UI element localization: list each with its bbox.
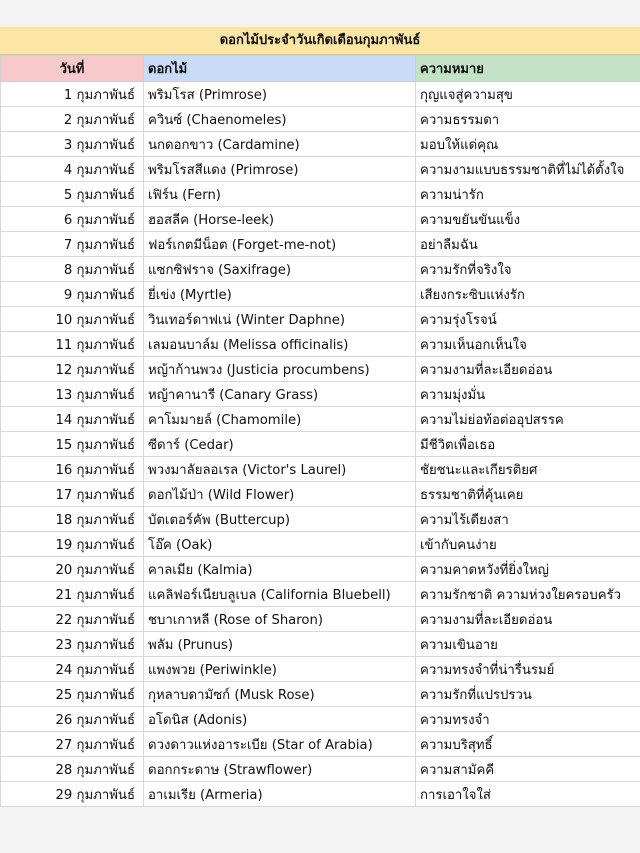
page-bottom-margin xyxy=(0,826,640,853)
table-row xyxy=(1,182,640,207)
meaning-cell: กุญแจสู่ความสุข xyxy=(416,82,640,107)
flower-cell: ควินซ์ (Chaenomeles) xyxy=(144,107,416,132)
flower-cell: พริมโรส (Primrose) xyxy=(144,82,416,107)
table-row xyxy=(1,457,640,482)
flower-cell: คาโมมายล์ (Chamomile) xyxy=(144,407,416,432)
meaning-cell: ความงามแบบธรรมชาติที่ไม่ได้ตั้งใจ xyxy=(416,157,640,182)
table-row xyxy=(1,682,640,707)
flower-cell: หญ้าคานารี (Canary Grass) xyxy=(144,382,416,407)
day-cell: 6 กุมภาพันธ์ xyxy=(1,207,144,232)
day-cell: 12 กุมภาพันธ์ xyxy=(1,357,144,382)
table-row xyxy=(1,782,640,807)
table-row xyxy=(1,607,640,632)
meaning-cell: มอบให้แด่คุณ xyxy=(416,132,640,157)
table-row xyxy=(1,657,640,682)
meaning-cell: ความรุ่งโรจน์ xyxy=(416,307,640,332)
flower-cell: กุหลาบดามัซก์ (Musk Rose) xyxy=(144,682,416,707)
flower-cell: ซีดาร์ (Cedar) xyxy=(144,432,416,457)
day-cell: 1 กุมภาพันธ์ xyxy=(1,82,144,107)
meaning-cell: ความรักที่จริงใจ xyxy=(416,257,640,282)
meaning-cell: ความไม่ย่อท้อต่ออุปสรรค xyxy=(416,407,640,432)
day-cell: 2 กุมภาพันธ์ xyxy=(1,107,144,132)
meaning-cell: เสียงกระซิบแห่งรัก xyxy=(416,282,640,307)
day-cell: 4 กุมภาพันธ์ xyxy=(1,157,144,182)
meaning-cell: ความบริสุทธิ์ xyxy=(416,732,640,757)
table-row xyxy=(1,732,640,757)
day-cell: 10 กุมภาพันธ์ xyxy=(1,307,144,332)
meaning-cell: ความมุ่งมั่น xyxy=(416,382,640,407)
flower-cell: แพงพวย (Periwinkle) xyxy=(144,657,416,682)
table-row xyxy=(1,507,640,532)
day-cell: 24 กุมภาพันธ์ xyxy=(1,657,144,682)
flower-cell: นกดอกขาว (Cardamine) xyxy=(144,132,416,157)
meaning-cell: ความคาดหวังที่ยิ่งใหญ่ xyxy=(416,557,640,582)
column-header-meaning: ความหมาย xyxy=(416,56,640,82)
day-cell: 27 กุมภาพันธ์ xyxy=(1,732,144,757)
table-row xyxy=(1,207,640,232)
flower-cell: ดอกไม้ป่า (Wild Flower) xyxy=(144,482,416,507)
meaning-cell: ความงามที่ละเอียดอ่อน xyxy=(416,357,640,382)
table-row xyxy=(1,107,640,132)
flower-cell: อโดนิส (Adonis) xyxy=(144,707,416,732)
day-cell: 23 กุมภาพันธ์ xyxy=(1,632,144,657)
meaning-cell: ชัยชนะและเกียรติยศ xyxy=(416,457,640,482)
flower-cell: แซกซิฟราจ (Saxifrage) xyxy=(144,257,416,282)
flower-cell: หญ้าก้านพวง (Justicia procumbens) xyxy=(144,357,416,382)
table-row xyxy=(1,232,640,257)
day-cell: 21 กุมภาพันธ์ xyxy=(1,582,144,607)
day-cell: 8 กุมภาพันธ์ xyxy=(1,257,144,282)
table-row xyxy=(1,407,640,432)
table-row xyxy=(1,582,640,607)
table-row xyxy=(1,307,640,332)
meaning-cell: ความธรรมดา xyxy=(416,107,640,132)
table-row xyxy=(1,132,640,157)
meaning-cell: ความรักที่แปรปรวน xyxy=(416,682,640,707)
day-cell: 28 กุมภาพันธ์ xyxy=(1,757,144,782)
meaning-cell: ความไร้เดียงสา xyxy=(416,507,640,532)
flower-cell: พวงมาลัยลอเรล (Victor's Laurel) xyxy=(144,457,416,482)
meaning-cell: ความงามที่ละเอียดอ่อน xyxy=(416,607,640,632)
table-row xyxy=(1,157,640,182)
meaning-cell: ความทรงจำ xyxy=(416,707,640,732)
day-cell: 19 กุมภาพันธ์ xyxy=(1,532,144,557)
table-row xyxy=(1,757,640,782)
day-cell: 7 กุมภาพันธ์ xyxy=(1,232,144,257)
day-cell: 13 กุมภาพันธ์ xyxy=(1,382,144,407)
header-row xyxy=(1,56,640,82)
flower-cell: แคลิฟอร์เนียบลูเบล (California Bluebell) xyxy=(144,582,416,607)
day-cell: 26 กุมภาพันธ์ xyxy=(1,707,144,732)
meaning-cell: ความขยันขันแข็ง xyxy=(416,207,640,232)
day-cell: 5 กุมภาพันธ์ xyxy=(1,182,144,207)
flower-cell: เลมอนบาล์ม (Melissa officinalis) xyxy=(144,332,416,357)
flower-cell: อาเมเรีย (Armeria) xyxy=(144,782,416,807)
meaning-cell: ความสามัคคี xyxy=(416,757,640,782)
flower-cell: ดอกกระดาษ (Strawflower) xyxy=(144,757,416,782)
table-row xyxy=(1,532,640,557)
meaning-cell: ความรักชาติ ความห่วงใยครอบครัว xyxy=(416,582,640,607)
table-row xyxy=(1,357,640,382)
flower-cell: บัตเตอร์คัพ (Buttercup) xyxy=(144,507,416,532)
day-cell: 22 กุมภาพันธ์ xyxy=(1,607,144,632)
day-cell: 20 กุมภาพันธ์ xyxy=(1,557,144,582)
meaning-cell: การเอาใจใส่ xyxy=(416,782,640,807)
table-row xyxy=(1,257,640,282)
table-title: ดอกไม้ประจำวันเกิดเดือนกุมภาพันธ์ xyxy=(0,27,640,55)
flower-cell: ฮอสลีค (Horse-leek) xyxy=(144,207,416,232)
flower-table xyxy=(0,55,640,807)
table-row xyxy=(1,282,640,307)
table-row xyxy=(1,82,640,107)
flower-cell: วินเทอร์ดาฟเน่ (Winter Daphne) xyxy=(144,307,416,332)
day-cell: 9 กุมภาพันธ์ xyxy=(1,282,144,307)
day-cell: 29 กุมภาพันธ์ xyxy=(1,782,144,807)
day-cell: 18 กุมภาพันธ์ xyxy=(1,507,144,532)
flower-cell: พลัม (Prunus) xyxy=(144,632,416,657)
meaning-cell: ธรรมชาติที่คุ้นเคย xyxy=(416,482,640,507)
flower-cell: ดวงดาวแห่งอาระเบีย (Star of Arabia) xyxy=(144,732,416,757)
flower-table-sheet xyxy=(0,27,640,807)
meaning-cell: อย่าลืมฉัน xyxy=(416,232,640,257)
column-header-flower: ดอกไม้ xyxy=(144,56,416,82)
table-row xyxy=(1,382,640,407)
meaning-cell: ความทรงจำที่น่ารื่นรมย์ xyxy=(416,657,640,682)
flower-cell: เฟิร์น (Fern) xyxy=(144,182,416,207)
meaning-cell: มีชีวิตเพื่อเธอ xyxy=(416,432,640,457)
day-cell: 11 กุมภาพันธ์ xyxy=(1,332,144,357)
flower-cell: โอ๊ค (Oak) xyxy=(144,532,416,557)
table-row xyxy=(1,707,640,732)
flower-cell: พริมโรสสีแดง (Primrose) xyxy=(144,157,416,182)
day-cell: 15 กุมภาพันธ์ xyxy=(1,432,144,457)
meaning-cell: เข้ากับคนง่าย xyxy=(416,532,640,557)
day-cell: 17 กุมภาพันธ์ xyxy=(1,482,144,507)
flower-cell: ยี่เข่ง (Myrtle) xyxy=(144,282,416,307)
meaning-cell: ความเขินอาย xyxy=(416,632,640,657)
day-cell: 16 กุมภาพันธ์ xyxy=(1,457,144,482)
table-row xyxy=(1,432,640,457)
flower-cell: ชบาเกาหลี (Rose of Sharon) xyxy=(144,607,416,632)
table-row xyxy=(1,557,640,582)
day-cell: 14 กุมภาพันธ์ xyxy=(1,407,144,432)
flower-cell: คาลเมีย (Kalmia) xyxy=(144,557,416,582)
meaning-cell: ความน่ารัก xyxy=(416,182,640,207)
meaning-cell: ความเห็นอกเห็นใจ xyxy=(416,332,640,357)
table-row xyxy=(1,332,640,357)
flower-cell: ฟอร์เกตมีน็อต (Forget-me-not) xyxy=(144,232,416,257)
column-header-day: วันที่ xyxy=(1,56,144,82)
day-cell: 3 กุมภาพันธ์ xyxy=(1,132,144,157)
table-row xyxy=(1,482,640,507)
day-cell: 25 กุมภาพันธ์ xyxy=(1,682,144,707)
table-row xyxy=(1,632,640,657)
